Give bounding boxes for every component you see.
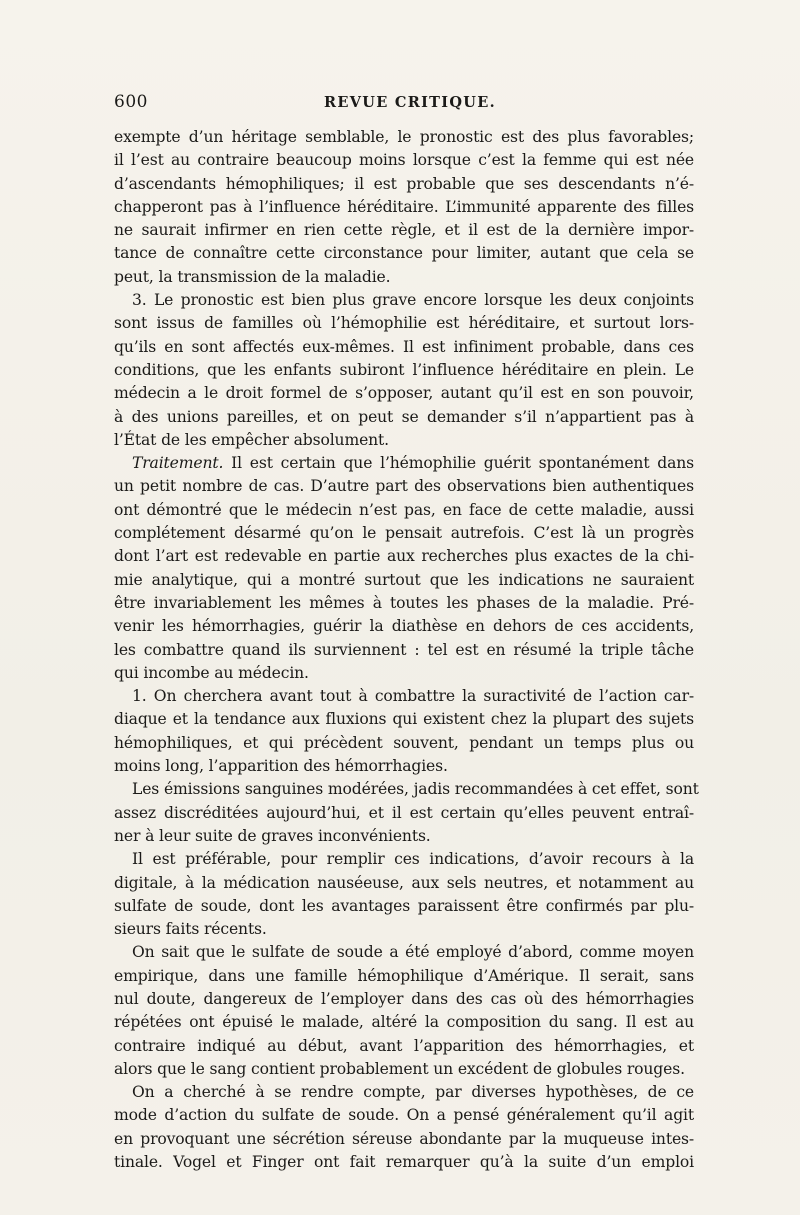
text-line-content: venir les hémorrhagies, guérir la diathèse en dehors de ces accidents,	[114, 617, 694, 636]
text-line-content: mie analytique, qui a montré surtout que les indications ne sauraient	[114, 570, 694, 589]
text-line-content: hémophiliques, et qui précèdent souvent, pendant un temps plus ou	[114, 733, 694, 752]
text-line	[114, 1128, 694, 1151]
text-line	[114, 708, 694, 731]
text-line	[114, 615, 694, 638]
text-line-content: complétement désarmé qu’on le pensait autrefois. C’est là un progrès	[114, 524, 694, 543]
text-line	[114, 242, 694, 265]
text-line	[114, 382, 694, 405]
text-line	[114, 545, 694, 568]
text-line-content: ner à leur suite de graves inconvénients.	[114, 826, 431, 845]
text-line	[114, 219, 694, 242]
text-line	[114, 406, 694, 429]
text-line	[114, 266, 694, 289]
text-line	[114, 1011, 694, 1034]
text-line	[114, 569, 694, 592]
text-line	[114, 1058, 694, 1081]
text-line	[114, 639, 694, 662]
text-line	[114, 918, 694, 941]
text-line-content: 1. On cherchera avant tout à combattre la suractivité de l’action car-	[132, 687, 694, 706]
text-line	[114, 1035, 694, 1058]
text-line-content: tance de connaître cette circonstance pour limiter, autant que cela se	[114, 244, 694, 263]
text-line-content: On a cherché à se rendre compte, par diverses hypothèses, de ce	[132, 1083, 694, 1102]
text-line-content: Il est certain que l’hémophilie guérit spontanément dans	[223, 454, 694, 473]
text-line	[114, 359, 694, 382]
text-line-content: peut, la transmission de la maladie.	[114, 267, 391, 286]
text-line-content: mode d’action du sulfate de soude. On a pensé généralement qu’il agit	[114, 1106, 694, 1125]
text-line-content: alors que le sang contient probablement un excédent de globules rouges.	[114, 1059, 685, 1078]
text-line-content: il l’est au contraire beaucoup moins lorsque c’est la femme qui est née	[114, 151, 694, 170]
text-line-content: nul doute, dangereux de l’employer dans des cas où des hémorrhagies	[114, 989, 694, 1008]
page-number: 600	[114, 92, 148, 112]
text-line	[114, 312, 694, 335]
text-line-content: tinale. Vogel et Finger ont fait remarquer qu’à la suite d’un emploi	[114, 1153, 694, 1172]
text-line-content: à des unions pareilles, et on peut se demander s’il n’appartient pas à	[114, 407, 694, 426]
text-line-content: d’ascendants hémophiliques; il est probable que ses descendants n’é-	[114, 174, 694, 193]
text-line-content: Il est préférable, pour remplir ces indications, d’avoir recours à la	[132, 850, 694, 869]
text-line-content: exempte d’un héritage semblable, le pronostic est des plus favorables;	[114, 128, 694, 146]
text-line	[114, 988, 694, 1011]
text-line-content: Les émissions sanguines modérées, jadis recommandées à cet effet, sont	[132, 780, 699, 799]
body-text	[114, 126, 699, 1174]
text-line-content: moins long, l’apparition des hémorrhagies.	[114, 757, 448, 776]
text-line-content: en provoquant une sécrétion séreuse abondante par la muqueuse intes-	[114, 1129, 694, 1148]
text-line	[114, 755, 694, 778]
text-line-content: sieurs faits récents.	[114, 920, 267, 939]
text-line-content: contraire indiqué au début, avant l’apparition des hémorrhagies, et	[114, 1036, 694, 1055]
text-line-content: 3. Le pronostic est bien plus grave encore lorsque les deux conjoints	[132, 291, 694, 310]
text-line	[114, 1104, 694, 1127]
text-line	[114, 685, 694, 708]
text-line-content: un petit nombre de cas. D’autre part des observations bien authentiques	[114, 477, 694, 496]
text-line-content: sulfate de soude, dont les avantages paraissent être confirmés par plu-	[114, 896, 694, 915]
text-line-content: qu’ils en sont affectés eux-mêmes. Il est infiniment probable, dans ces	[114, 337, 694, 356]
text-line	[114, 499, 694, 522]
text-line-content: ont démontré que le médecin n’est pas, en face de cette maladie, aussi	[114, 500, 694, 519]
text-line	[114, 429, 694, 452]
text-line	[114, 872, 694, 895]
text-line	[114, 522, 694, 545]
text-line	[114, 965, 694, 988]
text-line-content: répétées ont épuisé le malade, altéré la composition du sang. Il est au	[114, 1013, 694, 1032]
text-line	[114, 848, 694, 871]
text-line-content: les combattre quand ils surviennent : tel est en résumé la triple tâche	[114, 640, 694, 659]
text-line	[114, 1151, 694, 1174]
text-line-content: digitale, à la médication nauséeuse, aux sels neutres, et notamment au	[114, 873, 694, 892]
journal-title: REVUE CRITIQUE.	[324, 94, 496, 111]
text-line-content: être invariablement les mêmes à toutes les phases de la maladie. Pré-	[114, 593, 694, 612]
text-line	[114, 126, 694, 149]
running-head	[114, 92, 690, 120]
text-line	[114, 778, 699, 801]
text-line-content: sont issus de familles où l’hémophilie est héréditaire, et surtout lors-	[114, 314, 694, 333]
text-line	[114, 289, 694, 312]
text-line	[114, 452, 694, 475]
section-heading-italic: Traitement.	[132, 454, 224, 473]
text-line	[114, 1081, 694, 1104]
text-line	[114, 941, 694, 964]
text-line	[114, 732, 694, 755]
text-line-content: qui incombe au médecin.	[114, 663, 309, 682]
text-line-content: médecin a le droit formel de s’opposer, autant qu’il est en son pouvoir,	[114, 384, 694, 403]
text-line-content: chapperont pas à l’influence héréditaire. L’immunité apparente des filles	[114, 197, 694, 216]
text-line	[114, 825, 694, 848]
text-line-content: l’État de les empêcher absolument.	[114, 430, 389, 449]
text-line	[114, 592, 694, 615]
text-line-content: conditions, que les enfants subiront l’influence héréditaire en plein. Le	[114, 360, 694, 379]
text-line	[114, 802, 694, 825]
text-line-content: ne saurait infirmer en rien cette règle, et il est de la dernière impor-	[114, 221, 694, 240]
text-line	[114, 662, 694, 685]
text-line	[114, 149, 694, 172]
text-line	[114, 895, 694, 918]
text-line-content: diaque et la tendance aux fluxions qui existent chez la plupart des sujets	[114, 710, 694, 729]
text-line-content: On sait que le sulfate de soude a été employé d’abord, comme moyen	[132, 943, 694, 962]
text-line-content: empirique, dans une famille hémophilique d’Amérique. Il serait, sans	[114, 966, 694, 985]
text-line	[114, 173, 694, 196]
text-line-content: dont l’art est redevable en partie aux recherches plus exactes de la chi-	[114, 547, 694, 566]
text-line	[114, 196, 694, 219]
text-line-content: assez discréditées aujourd’hui, et il est certain qu’elles peuvent entraî-	[114, 803, 694, 822]
text-line	[114, 475, 694, 498]
text-line	[114, 336, 694, 359]
